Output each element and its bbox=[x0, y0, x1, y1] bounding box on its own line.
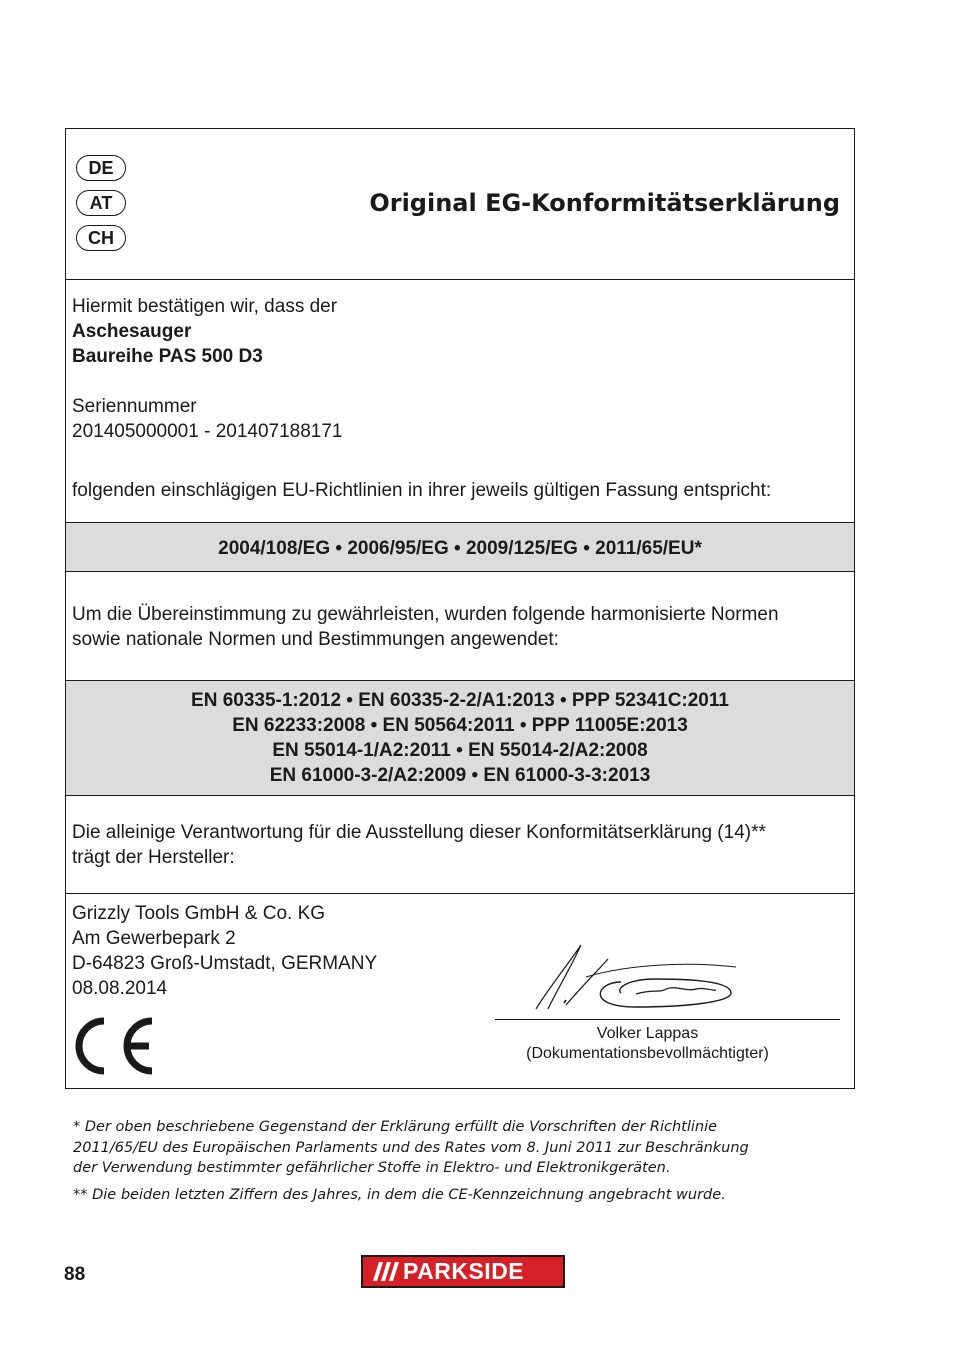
manufacturer-name: Grizzly Tools GmbH & Co. KG bbox=[72, 903, 326, 924]
norm-line: EN 55014-1/A2:2011 • EN 55014-2/A2:2008 bbox=[272, 740, 648, 761]
country-badge-at: AT bbox=[76, 190, 126, 216]
footnote-2: ** Die beiden letzten Ziffern des Jahres, in dem die CE-Kennzeichnung angebracht wurde. bbox=[73, 1187, 726, 1203]
country-badge-ch: CH bbox=[76, 225, 126, 251]
header-row bbox=[66, 129, 854, 279]
ce-mark-icon bbox=[72, 1015, 156, 1077]
intro-section bbox=[66, 279, 854, 522]
directives-lead: folgenden einschlägigen EU-Richtlinien in ihrer jeweils gültigen Fassung entspricht: bbox=[72, 480, 772, 501]
manufacturer-city: D-64823 Groß-Umstadt, GERMANY bbox=[72, 953, 378, 974]
signatory-name: Volker Lappas bbox=[596, 1025, 699, 1042]
logo-slashes-icon bbox=[363, 1257, 403, 1286]
product-series: Baureihe PAS 500 D3 bbox=[72, 346, 263, 367]
norm-line: EN 60335-1:2012 • EN 60335-2-2/A1:2013 • PPP 52341C:2011 bbox=[191, 690, 729, 711]
footnote-1-line3: der Verwendung bestimmter gefährlicher Stoffe in Elektro- und Elektronikgeräten. bbox=[73, 1160, 671, 1176]
brand-name: PARKSIDE bbox=[403, 1258, 525, 1284]
responsibility-section bbox=[66, 795, 854, 893]
norms-intro-line2: sowie nationale Normen und Bestimmungen angewendet: bbox=[72, 629, 559, 650]
norms-intro-line1: Um die Übereinstimmung zu gewährleisten, wurden folgende harmonisierte Normen bbox=[72, 604, 779, 625]
serial-range: 201405000001 - 201407188171 bbox=[72, 421, 343, 442]
signature-image bbox=[526, 937, 746, 1017]
responsibility-line1: Die alleinige Verantwortung für die Ausstellung dieser Konformitätserklärung (14)** bbox=[72, 822, 766, 843]
footnote-1-line1: * Der oben beschriebene Gegenstand der Erklärung erfüllt die Vorschriften der Richtlinie bbox=[73, 1119, 718, 1135]
norms-intro-section bbox=[66, 571, 854, 680]
directives-section bbox=[66, 522, 854, 571]
product-name: Aschesauger bbox=[72, 321, 192, 342]
brand-logo bbox=[361, 1255, 565, 1288]
directives-list: 2004/108/EG • 2006/95/EG • 2009/125/EG • 2011/65/EU* bbox=[218, 538, 702, 559]
page-number: 88 bbox=[64, 1264, 86, 1285]
norm-line: EN 61000-3-2/A2:2009 • EN 61000-3-3:2013 bbox=[269, 765, 651, 786]
signature-line bbox=[495, 1019, 840, 1020]
country-badge-de: DE bbox=[76, 155, 126, 181]
serial-label: Seriennummer bbox=[72, 396, 197, 417]
declaration-frame bbox=[65, 128, 855, 1089]
norm-line: EN 62233:2008 • EN 50564:2011 • PPP 11005E:2013 bbox=[232, 715, 688, 736]
footnote-1-line2: 2011/65/EU des Europäischen Parlaments und des Rates vom 8. Juni 2011 zur Beschränkung bbox=[73, 1139, 749, 1156]
responsibility-line2: trägt der Hersteller: bbox=[72, 847, 235, 868]
signatory bbox=[495, 1024, 800, 1064]
page-title: Original EG-Konformitätserklärung bbox=[369, 189, 840, 217]
norms-section bbox=[66, 680, 854, 795]
signatory-role: (Dokumentationsbevollmächtigter) bbox=[526, 1045, 769, 1062]
manufacturer-street: Am Gewerbepark 2 bbox=[72, 928, 236, 949]
footnote-1 bbox=[73, 1117, 853, 1179]
intro-line: Hiermit bestätigen wir, dass der bbox=[72, 296, 338, 317]
declaration-date: 08.08.2014 bbox=[72, 978, 168, 999]
country-badges bbox=[76, 155, 126, 260]
